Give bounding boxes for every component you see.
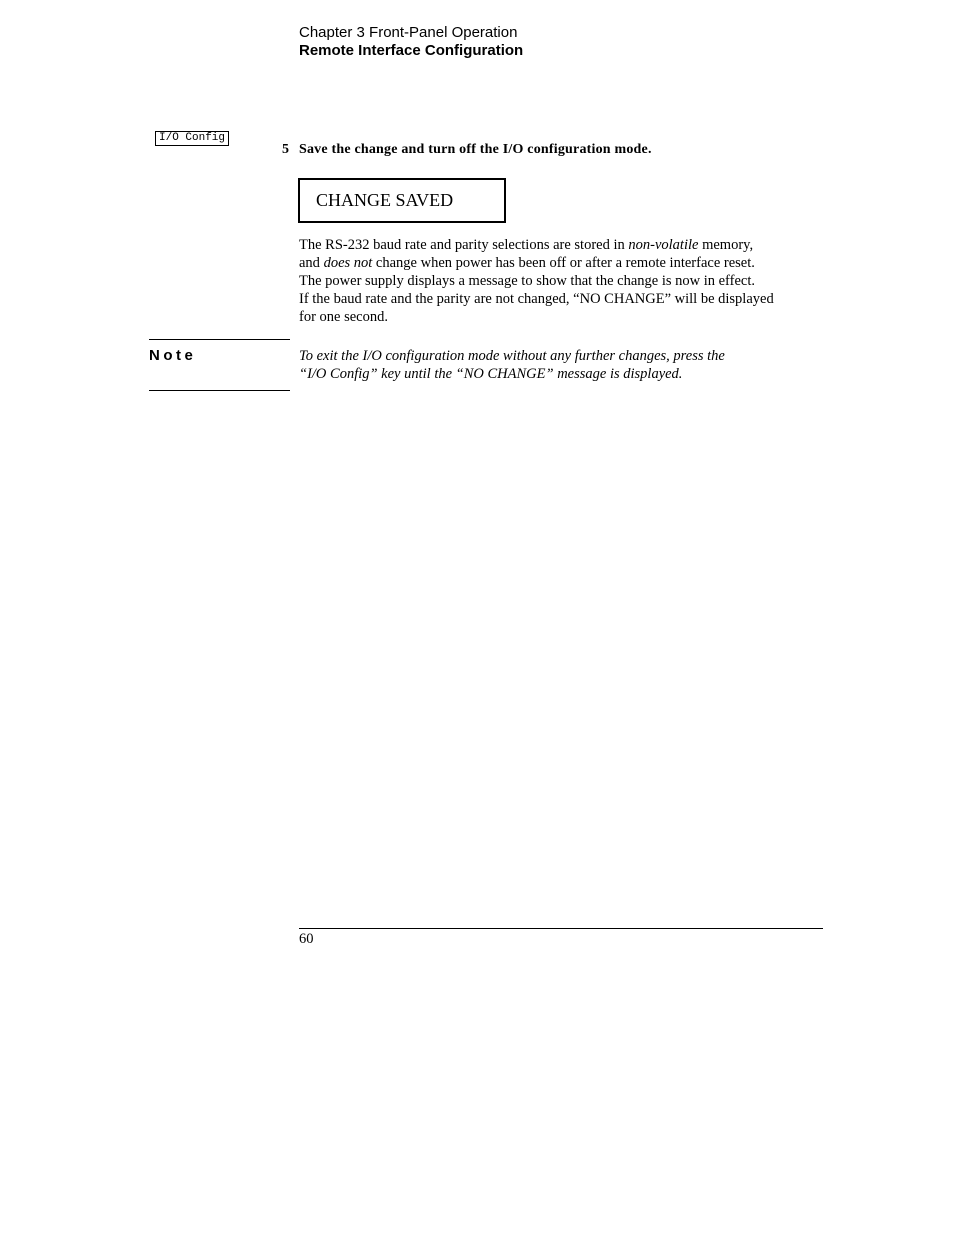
note-line: “I/O Config” key until the “NO CHANGE” message is displayed.: [299, 366, 683, 382]
footer-divider: [299, 928, 823, 929]
note-line: To exit the I/O configuration mode without any further changes, press the: [299, 348, 725, 364]
note-label: Note: [149, 347, 197, 364]
display-box: [298, 178, 506, 223]
note-bottom-divider: [149, 390, 290, 391]
note-text: [299, 347, 823, 383]
io-config-key-label: I/O Config: [155, 131, 229, 146]
chapter-header: Chapter 3 Front-Panel Operation: [299, 24, 518, 41]
paragraph-text: change when power has been off or after a remote interface reset.: [372, 255, 755, 271]
emphasis-text: non-volatile: [628, 237, 699, 253]
section-header: Remote Interface Configuration: [299, 42, 524, 59]
paragraph-text: and: [299, 255, 324, 271]
paragraph-text: memory,: [698, 237, 754, 253]
page-number: 60: [299, 931, 314, 947]
emphasis-text: does not: [323, 255, 373, 271]
paragraph-line: [299, 236, 823, 254]
step-number: 5: [282, 142, 289, 157]
step-instruction: Save the change and turn off the I/O configuration mode.: [299, 142, 652, 157]
paragraph-line: If the baud rate and the parity are not changed, “NO CHANGE” will be displayed: [299, 291, 774, 307]
body-paragraph: [299, 236, 823, 326]
paragraph-line: [299, 254, 823, 272]
paragraph-text: The RS-232 baud rate and parity selections are stored in: [299, 237, 629, 253]
paragraph-line: The power supply displays a message to show that the change is now in effect.: [299, 273, 755, 289]
paragraph-line: for one second.: [299, 309, 388, 325]
note-top-divider: [149, 339, 290, 340]
display-text: CHANGE SAVED: [316, 190, 454, 210]
